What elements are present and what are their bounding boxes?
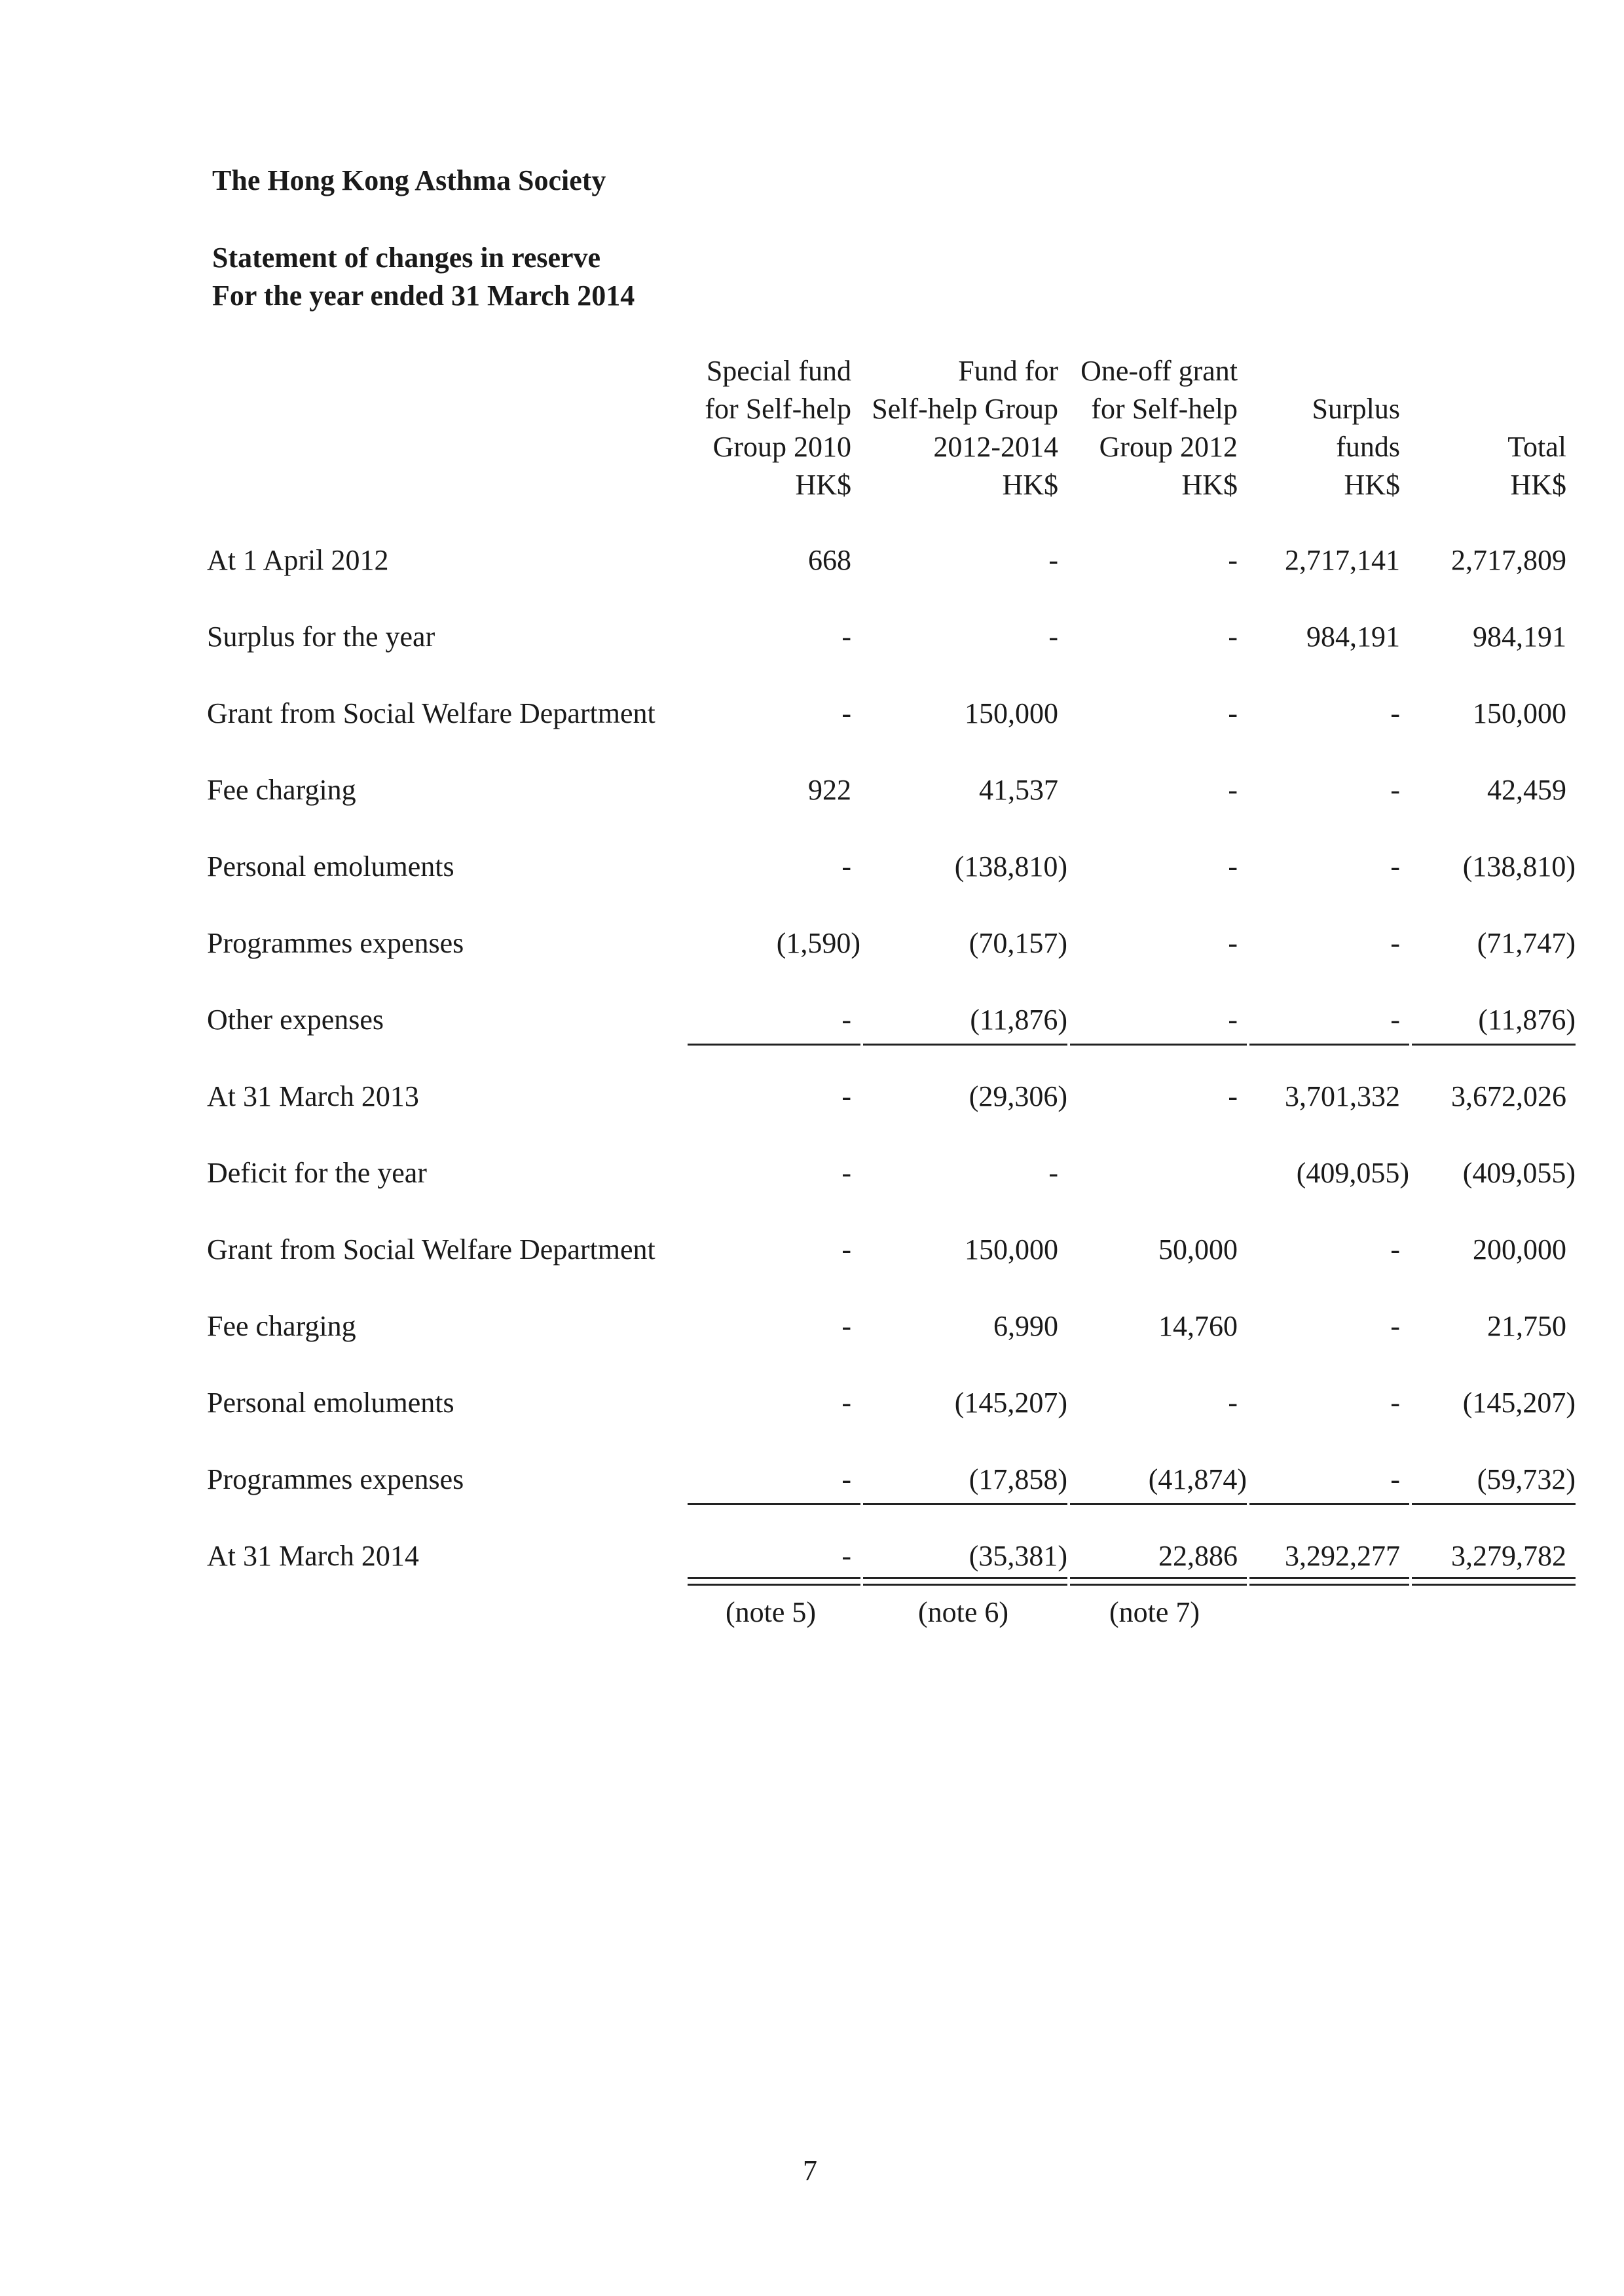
column-header-line: HK$	[795, 469, 851, 501]
table-cell: -	[1390, 774, 1400, 806]
table-cell: 50,000	[1158, 1233, 1238, 1266]
column-header-line: Special fund	[706, 355, 851, 387]
table-cell: 3,672,026	[1451, 1080, 1566, 1112]
table-cell: -	[1390, 1004, 1400, 1036]
row-label: Personal emoluments	[207, 1387, 454, 1419]
table-cell: -	[841, 621, 851, 653]
table-cell: (138,810)	[1462, 850, 1576, 883]
table-cell: (70,157)	[969, 927, 1067, 959]
table-cell: -	[841, 697, 851, 729]
subtotal-rule	[1249, 1503, 1409, 1505]
table-cell: 984,191	[1473, 621, 1566, 653]
table-cell: (11,876)	[970, 1004, 1067, 1036]
table-cell: 200,000	[1473, 1233, 1566, 1266]
table-cell: 14,760	[1158, 1310, 1238, 1342]
statement-title: Statement of changes in reserve	[212, 242, 601, 274]
subtotal-rule	[1070, 1044, 1247, 1046]
row-label: Grant from Social Welfare Department	[207, 1233, 655, 1266]
row-label: Programmes expenses	[207, 927, 464, 959]
table-cell: 3,292,277	[1285, 1540, 1400, 1572]
row-label: At 1 April 2012	[207, 544, 389, 576]
row-label: At 31 March 2013	[207, 1080, 419, 1112]
subtotal-rule	[1412, 1503, 1576, 1505]
subtotal-rule	[863, 1503, 1067, 1505]
column-header-line: Self-help Group	[872, 393, 1058, 425]
column-header-line: HK$	[1510, 469, 1566, 501]
table-cell: -	[1048, 1157, 1058, 1189]
table-cell: -	[1228, 697, 1238, 729]
organization-name: The Hong Kong Asthma Society	[212, 164, 606, 196]
table-cell: (41,874)	[1148, 1463, 1247, 1495]
column-header-line: Fund for	[958, 355, 1058, 387]
column-header-line: HK$	[1181, 469, 1238, 501]
table-cell: (1,590)	[776, 927, 860, 959]
total-double-rule-bottom	[1412, 1584, 1576, 1586]
table-cell: (145,207)	[954, 1387, 1067, 1419]
subtotal-rule	[688, 1044, 860, 1046]
table-cell: -	[841, 850, 851, 883]
table-cell: 922	[808, 774, 851, 806]
row-label: Fee charging	[207, 1310, 356, 1342]
table-cell: -	[1390, 697, 1400, 729]
table-cell: 150,000	[965, 697, 1058, 729]
row-label: Programmes expenses	[207, 1463, 464, 1495]
table-cell: -	[1390, 1387, 1400, 1419]
table-cell: -	[1390, 850, 1400, 883]
column-header-line: Surplus	[1312, 393, 1400, 425]
column-header-line: HK$	[1002, 469, 1058, 501]
table-cell: -	[1228, 1387, 1238, 1419]
table-cell: -	[1390, 1310, 1400, 1342]
table-cell: -	[1390, 927, 1400, 959]
row-label: Surplus for the year	[207, 621, 435, 653]
table-cell: (35,381)	[969, 1540, 1067, 1572]
subtotal-rule	[1412, 1044, 1576, 1046]
table-cell: -	[1228, 544, 1238, 576]
table-cell: 2,717,141	[1285, 544, 1400, 576]
table-cell: 22,886	[1158, 1540, 1238, 1572]
column-header-line: for Self-help	[1091, 393, 1238, 425]
row-label: Deficit for the year	[207, 1157, 427, 1189]
table-cell: (138,810)	[954, 850, 1067, 883]
table-cell: -	[1228, 1004, 1238, 1036]
total-double-rule-top	[863, 1577, 1067, 1579]
page-number: 7	[803, 2155, 817, 2187]
table-cell: -	[841, 1157, 851, 1189]
column-header-3	[1080, 352, 1238, 504]
column-header-1	[705, 352, 851, 504]
row-label: Fee charging	[207, 774, 356, 806]
column-note: (note 5)	[726, 1596, 817, 1628]
total-double-rule-bottom	[1249, 1584, 1409, 1586]
column-note: (note 7)	[1109, 1596, 1200, 1628]
table-cell: -	[1228, 927, 1238, 959]
table-cell: -	[1228, 1080, 1238, 1112]
column-header-line: One-off grant	[1080, 355, 1238, 387]
table-cell: -	[841, 1080, 851, 1112]
column-note: (note 6)	[918, 1596, 1009, 1628]
column-header-line: funds	[1336, 431, 1400, 463]
table-cell: -	[1390, 1233, 1400, 1266]
table-cell: -	[841, 1233, 851, 1266]
table-cell: (409,055)	[1296, 1157, 1409, 1189]
table-cell: (11,876)	[1478, 1004, 1576, 1036]
column-header-2	[872, 352, 1058, 504]
subtotal-rule	[1070, 1503, 1247, 1505]
table-cell: 3,701,332	[1285, 1080, 1400, 1112]
table-cell: 668	[808, 544, 851, 576]
column-header-line: Total	[1507, 431, 1566, 463]
table-cell: -	[1390, 1463, 1400, 1495]
table-cell: (29,306)	[969, 1080, 1067, 1112]
table-cell: -	[1048, 621, 1058, 653]
table-cell: 2,717,809	[1451, 544, 1566, 576]
total-double-rule-bottom	[1070, 1584, 1247, 1586]
table-cell: 42,459	[1487, 774, 1566, 806]
row-label: Grant from Social Welfare Department	[207, 697, 655, 729]
column-header-5	[1507, 428, 1566, 504]
table-cell: 984,191	[1306, 621, 1400, 653]
column-header-line: Group 2012	[1099, 431, 1238, 463]
table-cell: -	[1228, 850, 1238, 883]
total-double-rule-bottom	[688, 1584, 860, 1586]
table-cell: (71,747)	[1477, 927, 1576, 959]
total-double-rule-top	[1412, 1577, 1576, 1579]
total-double-rule-bottom	[863, 1584, 1067, 1586]
column-header-line: Group 2010	[712, 431, 851, 463]
table-cell: 150,000	[965, 1233, 1058, 1266]
column-header-line: 2012-2014	[933, 431, 1058, 463]
table-cell: 150,000	[1473, 697, 1566, 729]
table-cell: -	[1228, 774, 1238, 806]
total-double-rule-top	[688, 1577, 860, 1579]
statement-period: For the year ended 31 March 2014	[212, 280, 635, 312]
table-cell: -	[841, 1387, 851, 1419]
subtotal-rule	[688, 1503, 860, 1505]
table-cell: 6,990	[993, 1310, 1058, 1342]
subtotal-rule	[1249, 1044, 1409, 1046]
table-cell: -	[841, 1463, 851, 1495]
table-cell: (59,732)	[1477, 1463, 1576, 1495]
table-cell: 41,537	[979, 774, 1058, 806]
table-cell: (409,055)	[1462, 1157, 1576, 1189]
table-cell: -	[841, 1540, 851, 1572]
table-cell: (17,858)	[969, 1463, 1067, 1495]
total-double-rule-top	[1070, 1577, 1247, 1579]
table-cell: -	[841, 1310, 851, 1342]
table-cell: 21,750	[1487, 1310, 1566, 1342]
row-label: Other expenses	[207, 1004, 384, 1036]
subtotal-rule	[863, 1044, 1067, 1046]
column-header-4	[1312, 390, 1400, 504]
table-cell: (145,207)	[1462, 1387, 1576, 1419]
table-cell: -	[1228, 621, 1238, 653]
table-cell: -	[841, 1004, 851, 1036]
column-header-line: for Self-help	[705, 393, 851, 425]
row-label: At 31 March 2014	[207, 1540, 419, 1572]
table-cell: -	[1048, 544, 1058, 576]
total-double-rule-top	[1249, 1577, 1409, 1579]
row-label: Personal emoluments	[207, 850, 454, 883]
column-header-line: HK$	[1344, 469, 1400, 501]
table-cell: 3,279,782	[1451, 1540, 1566, 1572]
